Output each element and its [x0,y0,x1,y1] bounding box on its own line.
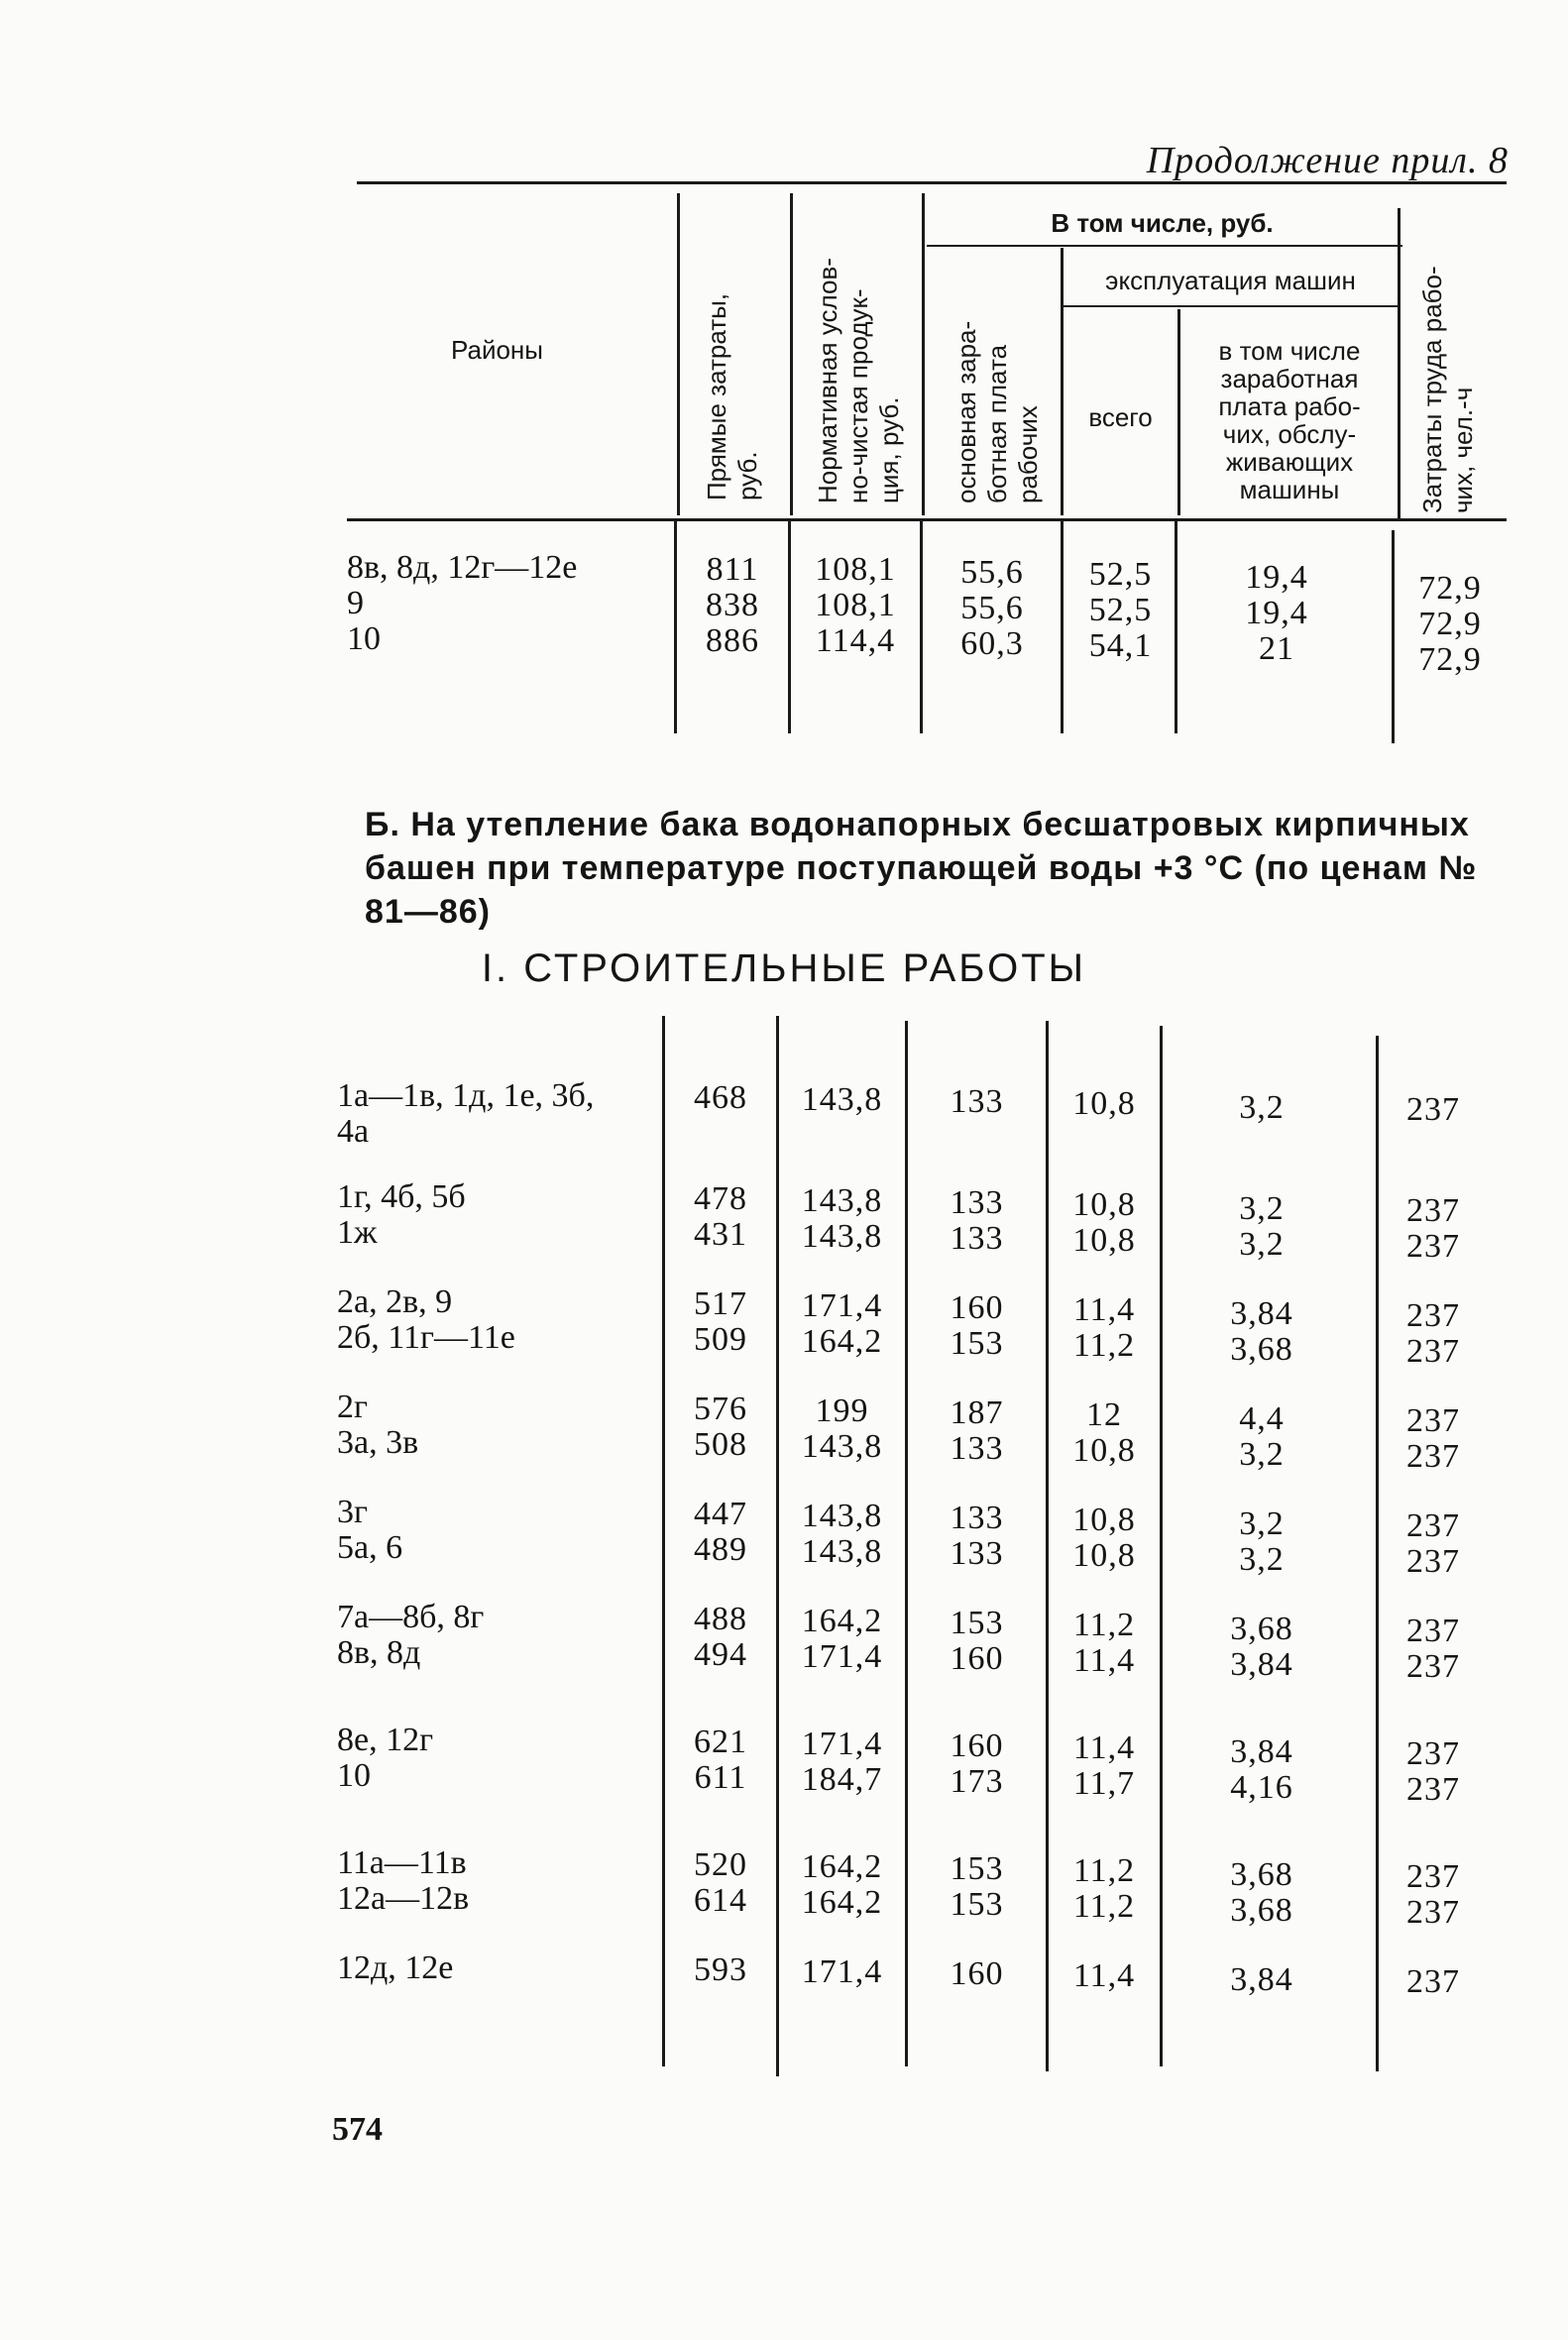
cell-labor: 237 237 [1406,1402,1460,1475]
cell-regions: 1г, 4б, 5б 1ж [337,1178,466,1251]
body-divider [920,520,923,733]
cell-base-wage: 160 173 [950,1727,1004,1800]
header-normative-product: Нормативная услов- но-чистая продук- ция, руб. [813,258,904,503]
cell-base-wage: 160 153 [950,1289,1004,1362]
cell-machine-wage: 3,84 3,68 [1230,1295,1293,1368]
header-machine-wage: в том числе заработная плата рабо- чих, обслу- живающих машины [1218,336,1361,504]
cell-base-wage: 187 133 [950,1394,1004,1467]
cell-regions: 1а—1в, 1д, 1е, 3б, 4а [337,1077,595,1150]
cell-machine-wage: 3,68 3,84 [1230,1611,1293,1683]
cell-machine-wage: 3,2 3,2 [1239,1190,1285,1263]
cell-regions: 3г 5а, 6 [337,1494,403,1566]
cell-base-wage: 133 133 [950,1500,1004,1572]
cell-direct: 478 431 [694,1180,747,1253]
table1-machine-wage: 19,4 19,4 21 [1245,559,1308,667]
header-divider [790,193,793,515]
section-heading: Б. На утепление бака водонапорных бесшатровых кирпичных башен при температуре поступающей воды +3 °С (по ценам № 81—86) [365,806,1478,931]
header-divider [922,193,925,515]
cell-normative: 143,8 143,8 [801,1182,883,1255]
header-divider [1398,208,1400,520]
cell-normative: 143,8 143,8 [801,1498,883,1570]
cell-direct: 520 614 [694,1846,747,1919]
cell-machine-wage: 4,4 3,2 [1239,1400,1285,1473]
cell-base-wage: 133 133 [950,1184,1004,1257]
cell-machine-wage: 3,2 3,2 [1239,1505,1285,1578]
cell-direct: 621 611 [694,1724,747,1796]
cell-direct: 517 509 [694,1285,747,1358]
cell-labor: 237 [1406,1091,1460,1128]
cell-base-wage: 133 [950,1083,1004,1120]
cell-base-wage: 153 160 [950,1605,1004,1677]
cell-regions: 12д, 12е [337,1950,454,1986]
cell-labor: 237 237 [1406,1858,1460,1931]
table1-total: 52,5 52,5 54,1 [1088,556,1153,664]
table1-base-wage: 55,6 55,6 60,3 [960,554,1024,662]
header-regions: Районы [451,335,543,365]
cell-total: 11,4 11,7 [1072,1729,1136,1802]
cell-base-wage: 160 [950,1955,1004,1992]
cell-direct: 488 494 [694,1601,747,1673]
cell-machine-wage: 3,68 3,68 [1230,1856,1293,1929]
cell-labor: 237 237 [1406,1735,1460,1808]
cell-regions: 11а—11в 12а—12в [337,1844,470,1917]
table1-direct: 811 838 886 [706,551,759,659]
header-machine-operation: эксплуатация машин [1105,266,1356,295]
cell-regions: 2а, 2в, 9 2б, 11г—11е [337,1283,515,1356]
cell-machine-wage: 3,84 4,16 [1230,1733,1293,1806]
cell-labor: 237 [1406,1963,1460,2000]
cell-normative: 171,4 184,7 [801,1726,883,1798]
cell-normative: 143,8 [801,1081,883,1118]
header-direct-costs: Прямые затраты, руб. [702,292,762,501]
cell-direct: 468 [694,1079,747,1116]
cell-total: 10,8 10,8 [1072,1502,1136,1574]
cell-labor: 237 237 [1406,1613,1460,1685]
cell-total: 10,8 [1072,1085,1136,1122]
cell-normative: 199 143,8 [801,1393,883,1465]
cell-total: 12 10,8 [1072,1396,1136,1469]
header-including: В том числе, руб. [1051,208,1274,238]
header-labor: Затраты труда рабо- чих, чел.-ч [1417,266,1478,513]
sub-heading: I. СТРОИТЕЛЬНЫЕ РАБОТЫ [481,947,1087,990]
header-base-wage: основная зара- ботная плата рабочих [952,320,1043,503]
cell-machine-wage: 3,2 [1239,1089,1285,1126]
cell-labor: 237 237 [1406,1192,1460,1265]
header-divider [677,193,680,515]
cell-regions: 7а—8б, 8г 8в, 8д [337,1599,485,1671]
cell-direct: 593 [694,1951,747,1988]
continuation-note: Продолжение прил. 8 [1146,140,1509,181]
cell-total: 11,2 11,2 [1072,1852,1136,1925]
page-number: 574 [332,2111,383,2148]
cell-normative: 164,2 164,2 [801,1848,883,1921]
including-rule [927,245,1402,247]
header-divider [1177,309,1180,515]
cell-normative: 171,4 [801,1953,883,1990]
table1-labor: 72,9 72,9 72,9 [1418,570,1482,678]
cell-base-wage: 153 153 [950,1850,1004,1923]
cell-machine-wage: 3,84 [1230,1961,1293,1998]
header-total: всего [1088,402,1153,432]
cell-labor: 237 237 [1406,1297,1460,1370]
cell-total: 11,4 [1072,1957,1136,1994]
cell-regions: 2г 3а, 3в [337,1389,419,1461]
machines-rule [1064,305,1400,307]
table-top-rule [357,181,1507,184]
cell-total: 10,8 10,8 [1072,1186,1136,1259]
cell-direct: 576 508 [694,1391,747,1463]
cell-total: 11,4 11,2 [1072,1291,1136,1364]
cell-regions: 8е, 12г 10 [337,1722,434,1794]
cell-normative: 171,4 164,2 [801,1287,883,1360]
cell-normative: 164,2 171,4 [801,1603,883,1675]
cell-direct: 447 489 [694,1496,747,1568]
table1-regions: 8в, 8д, 12г—12е 9 10 [347,549,578,657]
cell-labor: 237 237 [1406,1507,1460,1580]
body-divider [1392,530,1395,743]
header-bottom-rule [347,518,1507,521]
table1-normative: 108,1 108,1 114,4 [815,551,896,659]
cell-total: 11,2 11,4 [1072,1607,1136,1679]
